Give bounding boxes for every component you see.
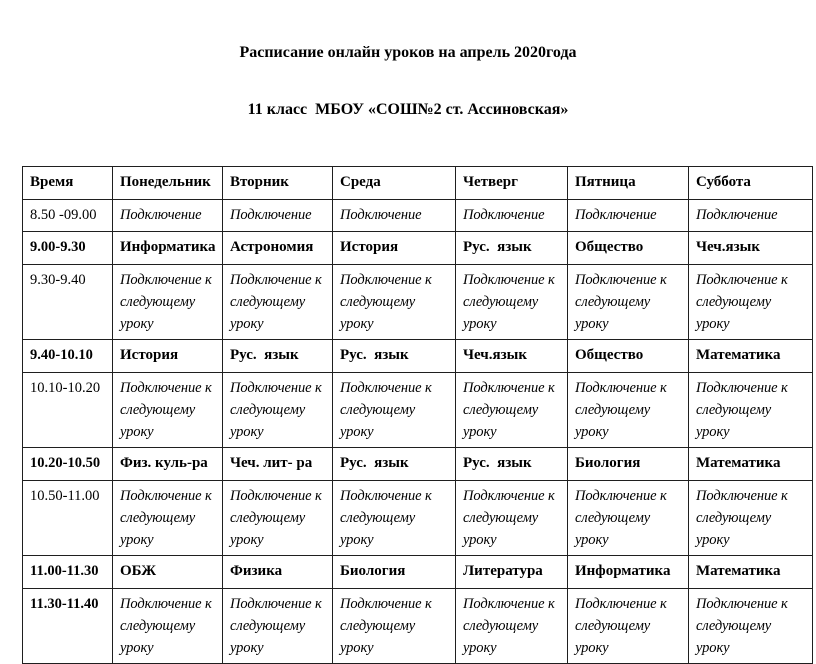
subject-cell: Физика [223, 556, 333, 589]
connection-cell: Подключение к следующему уроку [456, 265, 568, 340]
connection-cell: Подключение к следующему уроку [223, 373, 333, 448]
table-row [23, 340, 813, 373]
subject-cell: Рус. язык [333, 448, 456, 481]
subject-cell: Математика [689, 448, 813, 481]
connection-cell: Подключение [223, 200, 333, 232]
table-row [23, 373, 813, 448]
subject-cell: Рус. язык [456, 448, 568, 481]
connection-cell: Подключение к следующему уроку [113, 589, 223, 664]
table-row [23, 232, 813, 265]
connection-cell: Подключение [456, 200, 568, 232]
subject-cell: Биология [333, 556, 456, 589]
connection-cell: Подключение к следующему уроку [223, 265, 333, 340]
time-cell: 10.50-11.00 [23, 481, 113, 556]
page-title-line1: Расписание онлайн уроков на апрель 2020года [239, 44, 577, 61]
time-cell: 8.50 -09.00 [23, 200, 113, 232]
subject-cell: История [113, 340, 223, 373]
time-cell: 11.30-11.40 [23, 589, 113, 664]
subject-cell: Литература [456, 556, 568, 589]
connection-cell: Подключение к следующему уроку [333, 373, 456, 448]
subject-cell: Математика [689, 556, 813, 589]
subject-cell: Чеч.язык [689, 232, 813, 265]
column-header-day: Среда [333, 167, 456, 200]
subject-cell: Информатика [568, 556, 689, 589]
connection-cell: Подключение к следующему уроку [456, 589, 568, 664]
connection-cell: Подключение к следующему уроку [568, 373, 689, 448]
subject-cell: Чеч. лит- ра [223, 448, 333, 481]
subject-cell: Рус. язык [333, 340, 456, 373]
subject-cell: Рус. язык [223, 340, 333, 373]
connection-cell: Подключение к следующему уроку [223, 589, 333, 664]
subject-cell: Чеч.язык [456, 340, 568, 373]
connection-cell: Подключение [568, 200, 689, 232]
connection-cell: Подключение к следующему уроку [333, 589, 456, 664]
connection-cell: Подключение к следующему уроку [113, 481, 223, 556]
subject-cell: ОБЖ [113, 556, 223, 589]
subject-cell: Математика [689, 340, 813, 373]
table-row [23, 448, 813, 481]
connection-cell: Подключение к следующему уроку [333, 265, 456, 340]
connection-cell: Подключение [333, 200, 456, 232]
connection-cell: Подключение к следующему уроку [333, 481, 456, 556]
connection-cell: Подключение к следующему уроку [689, 265, 813, 340]
time-cell: 11.00-11.30 [23, 556, 113, 589]
subject-cell: Биология [568, 448, 689, 481]
connection-cell: Подключение к следующему уроку [689, 481, 813, 556]
subject-cell: Рус. язык [456, 232, 568, 265]
page-title [0, 0, 816, 157]
table-row [23, 589, 813, 664]
table-header [23, 167, 813, 200]
connection-cell: Подключение к следующему уроку [689, 373, 813, 448]
table-row [23, 481, 813, 556]
page-title-line2: 11 класс МБОУ «СОШ№2 ст. Ассиновская» [247, 101, 569, 118]
connection-cell: Подключение к следующему уроку [113, 373, 223, 448]
connection-cell: Подключение к следующему уроку [689, 589, 813, 664]
subject-cell: Общество [568, 340, 689, 373]
connection-cell: Подключение к следующему уроку [568, 481, 689, 556]
connection-cell: Подключение к следующему уроку [113, 265, 223, 340]
time-cell: 9.30-9.40 [23, 265, 113, 340]
subject-cell: История [333, 232, 456, 265]
connection-cell: Подключение [113, 200, 223, 232]
column-header-day: Суббота [689, 167, 813, 200]
subject-cell: Астрономия [223, 232, 333, 265]
subject-cell: Информатика [113, 232, 223, 265]
table-row [23, 556, 813, 589]
column-header-day: Четверг [456, 167, 568, 200]
column-header-day: Понедельник [113, 167, 223, 200]
connection-cell: Подключение [689, 200, 813, 232]
table-row [23, 265, 813, 340]
subject-cell: Физ. куль-ра [113, 448, 223, 481]
column-header-time: Время [23, 167, 113, 200]
time-cell: 9.40-10.10 [23, 340, 113, 373]
connection-cell: Подключение к следующему уроку [456, 373, 568, 448]
connection-cell: Подключение к следующему уроку [456, 481, 568, 556]
column-header-day: Пятница [568, 167, 689, 200]
table-row [23, 200, 813, 232]
time-cell: 10.20-10.50 [23, 448, 113, 481]
table-body [23, 200, 813, 664]
time-cell: 10.10-10.20 [23, 373, 113, 448]
schedule-table [22, 166, 813, 664]
connection-cell: Подключение к следующему уроку [568, 265, 689, 340]
time-cell: 9.00-9.30 [23, 232, 113, 265]
column-header-day: Вторник [223, 167, 333, 200]
connection-cell: Подключение к следующему уроку [223, 481, 333, 556]
connection-cell: Подключение к следующему уроку [568, 589, 689, 664]
subject-cell: Общество [568, 232, 689, 265]
header-row [23, 167, 813, 200]
